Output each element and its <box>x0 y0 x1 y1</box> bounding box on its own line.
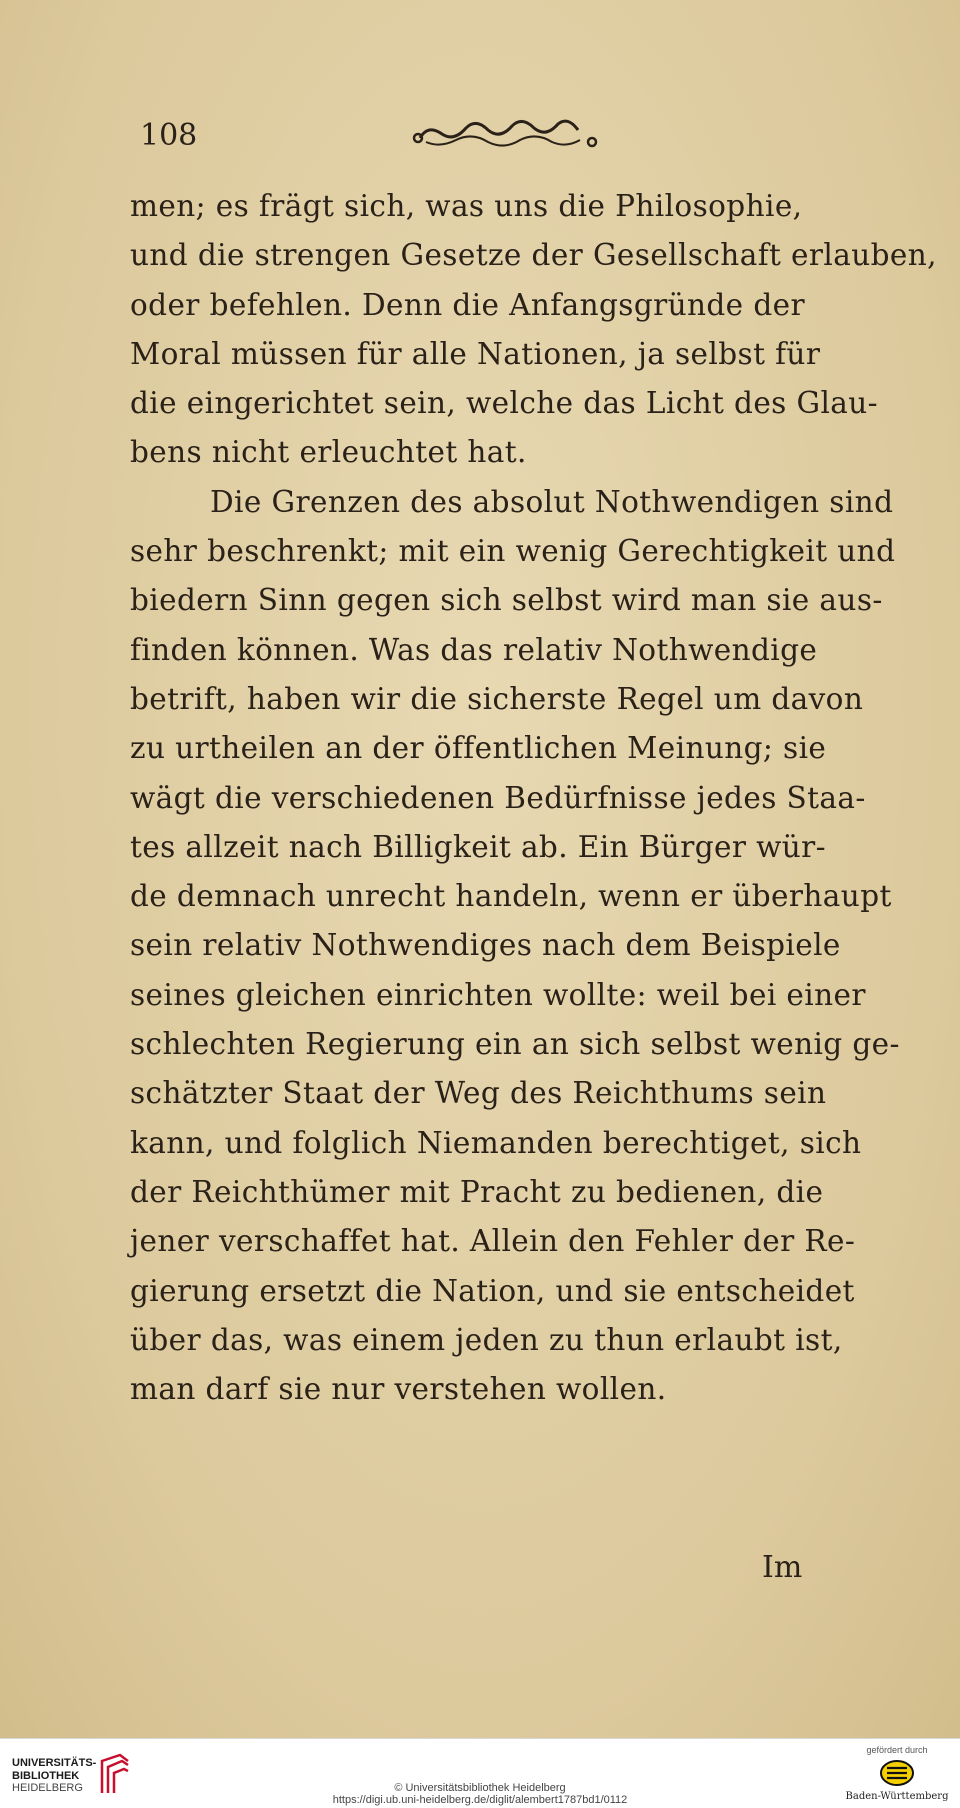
copyright-text: © Universitätsbibliothek Heidelberg <box>394 1782 566 1794</box>
text-line: betrift, haben wir die sicherste Regel um davon <box>130 681 864 716</box>
sponsor-caption: gefördert durch <box>866 1745 928 1755</box>
page-header <box>0 118 960 158</box>
text-line: schätzter Staat der Weg des Reichthums sein <box>130 1076 827 1111</box>
text-line: tes allzeit nach Billigkeit ab. Ein Bürger wür- <box>130 829 827 864</box>
text-line: gierung ersetzt die Nation, und sie entscheidet <box>130 1273 855 1308</box>
text-line: oder befehlen. Denn die Anfangsgründe der <box>130 287 805 322</box>
text-line: wägt die verschiedenen Bedürfnisse jedes Staa- <box>130 780 866 815</box>
text-line: man darf sie nur verstehen wollen. <box>130 1372 667 1407</box>
catchword: Im <box>762 1550 803 1585</box>
ornament-icon <box>410 118 600 152</box>
text-line: die eingerichtet sein, welche das Licht des Glau- <box>130 386 879 421</box>
text-line: sehr beschrenkt; mit ein wenig Gerechtigkeit und <box>130 534 896 569</box>
library-name-line1: UNIVERSITÄTS- <box>12 1757 97 1769</box>
text-line: seines gleichen einrichten wollte: weil bei einer <box>130 977 866 1012</box>
text-line: Moral müssen für alle Nationen, ja selbst für <box>130 336 821 371</box>
text-line: zu urtheilen an der öffentlichen Meinung; sie <box>130 731 827 766</box>
text-line: finden können. Was das relativ Nothwendige <box>130 632 818 667</box>
page-number: 108 <box>140 118 198 153</box>
text-line: jener verschaffet hat. Allein den Fehler der Re- <box>130 1224 856 1259</box>
text-line: und die strengen Gesetze der Gesellschaft erlauben, <box>130 238 937 273</box>
body-text <box>130 182 937 1414</box>
text-line: kann, und folglich Niemanden berechtiget, sich <box>130 1125 862 1160</box>
state-coat-of-arms-icon[interactable] <box>878 1759 916 1787</box>
text-line: sein relativ Nothwendiges nach dem Beispiele <box>130 928 841 963</box>
sponsor-name: Baden-Württemberg <box>845 1791 949 1802</box>
library-name-line3: HEIDELBERG <box>12 1782 83 1794</box>
text-line: men; es frägt sich, was uns die Philosophie, <box>130 189 803 223</box>
text-line: biedern Sinn gegen sich selbst wird man sie aus- <box>130 583 883 618</box>
text-line: bens nicht erleuchtet hat. <box>130 435 527 470</box>
text-line: de demnach unrecht handeln, wenn er überhaupt <box>130 879 892 914</box>
page-url-link[interactable]: https://digi.ub.uni-heidelberg.de/diglit/alembert1787bd1/0112 <box>332 1794 628 1806</box>
library-name-line2: BIBLIOTHEK <box>12 1769 80 1782</box>
text-line: schlechten Regierung ein an sich selbst wenig ge- <box>130 1027 900 1062</box>
text-line: über das, was einem jeden zu thun erlaubt ist, <box>130 1322 843 1357</box>
text-line: Die Grenzen des absolut Nothwendigen sind <box>210 484 894 519</box>
text-line: der Reichthümer mit Pracht zu bedienen, die <box>130 1174 824 1209</box>
footer-bar <box>0 1738 960 1808</box>
